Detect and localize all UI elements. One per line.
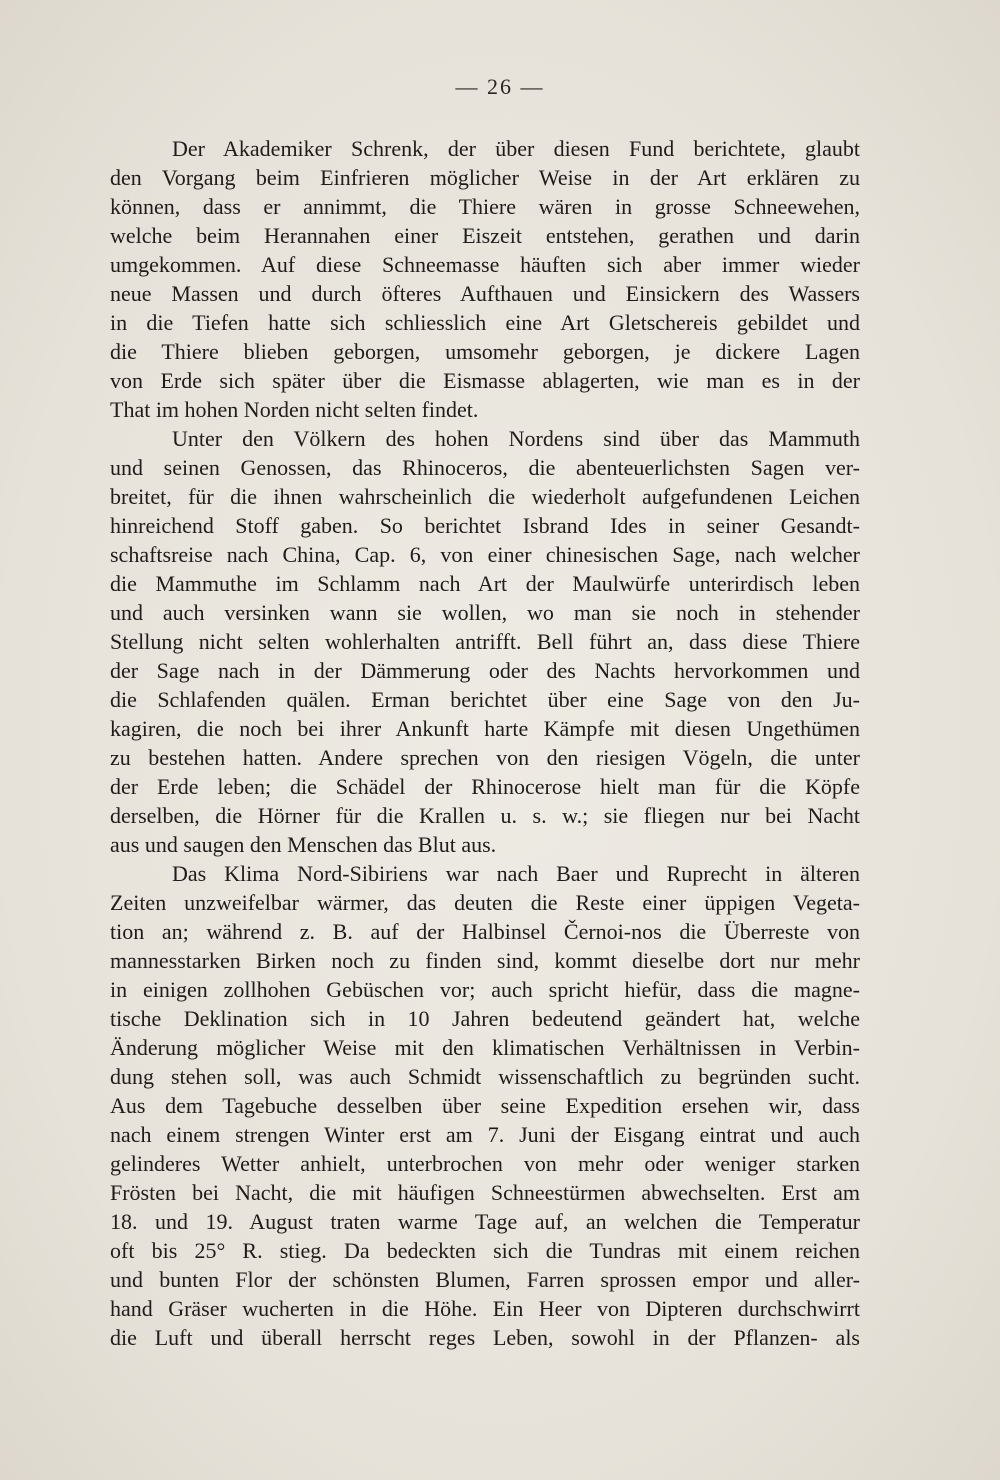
text-line: Unter den Völkern des hohen Nordens sind über das Mammuth	[172, 426, 860, 451]
text-line: welche beim Herannahen einer Eiszeit entstehen, gerathen und darin	[110, 223, 860, 248]
text-line: und bunten Flor der schönsten Blumen, Farren sprossen empor und aller-	[110, 1267, 860, 1292]
text-line: nach einem strengen Winter erst am 7. Juni der Eisgang eintrat und auch	[110, 1122, 860, 1147]
text-line: oft bis 25° R. stieg. Da bedeckten sich die Tundras mit einem reichen	[110, 1238, 860, 1263]
text-line: der Sage nach in der Dämmerung oder des Nachts hervorkommen und	[110, 658, 860, 683]
text-line: derselben, die Hörner für die Krallen u. s. w.; sie fliegen nur bei Nacht	[110, 803, 860, 828]
page-number: — 26 —	[455, 74, 545, 99]
text-line: schaftsreise nach China, Cap. 6, von einer chinesischen Sage, nach welcher	[110, 542, 860, 567]
text-line: die Luft und überall herrscht reges Leben, sowohl in der Pflanzen- als	[110, 1325, 860, 1350]
text-line: tion an; während z. B. auf der Halbinsel Černoi-nos die Überreste von	[110, 919, 860, 944]
text-line: hand Gräser wucherten in die Höhe. Ein Heer von Dipteren durchschwirrt	[110, 1296, 860, 1321]
text-line: und seinen Genossen, das Rhinoceros, die abenteuerlichsten Sagen ver-	[110, 455, 860, 480]
text-line: in die Tiefen hatte sich schliesslich eine Art Gletschereis gebildet und	[110, 310, 860, 335]
body-text	[110, 134, 860, 1352]
text-line: umgekommen. Auf diese Schneemasse häuften sich aber immer wieder	[110, 252, 860, 277]
text-line: in einigen zollhohen Gebüschen vor; auch spricht hiefür, dass die magne-	[110, 977, 860, 1002]
text-line: breitet, für die ihnen wahrscheinlich die wiederholt aufgefundenen Leichen	[110, 484, 860, 509]
text-line: aus und saugen den Menschen das Blut aus.	[110, 832, 497, 857]
text-line: von Erde sich später über die Eismasse ablagerten, wie man es in der	[110, 368, 860, 393]
text-line: Aus dem Tagebuche desselben über seine Expedition ersehen wir, dass	[110, 1093, 860, 1118]
text-line: neue Massen und durch öfteres Aufthauen und Einsickern des Wassers	[110, 281, 860, 306]
text-line: zu bestehen hatten. Andere sprechen von den riesigen Vögeln, die unter	[110, 745, 860, 770]
text-line: Stellung nicht selten wohlerhalten antrifft. Bell führt an, dass diese Thiere	[110, 629, 860, 654]
text-line: Frösten bei Nacht, die mit häufigen Schneestürmen abwechselten. Erst am	[110, 1180, 860, 1205]
text-line: die Mammuthe im Schlamm nach Art der Maulwürfe unterirdisch leben	[110, 571, 860, 596]
text-line: der Erde leben; die Schädel der Rhinocerose hielt man für die Köpfe	[110, 774, 860, 799]
text-line: hinreichend Stoff gaben. So berichtet Isbrand Ides in seiner Gesandt-	[110, 513, 860, 538]
text-line: die Thiere blieben geborgen, umsomehr geborgen, je dickere Lagen	[110, 339, 860, 364]
text-line: Der Akademiker Schrenk, der über diesen Fund berichtete, glaubt	[172, 136, 860, 161]
text-line: den Vorgang beim Einfrieren möglicher Weise in der Art erklären zu	[110, 165, 860, 190]
text-line: Das Klima Nord-Sibiriens war nach Baer und Ruprecht in älteren	[172, 861, 860, 886]
text-line: kagiren, die noch bei ihrer Ankunft harte Kämpfe mit diesen Ungethümen	[110, 716, 860, 741]
text-line: Zeiten unzweifelbar wärmer, das deuten die Reste einer üppigen Vegeta-	[110, 890, 860, 915]
text-line: die Schlafenden quälen. Erman berichtet über eine Sage von den Ju-	[110, 687, 860, 712]
text-line: dung stehen soll, was auch Schmidt wissenschaftlich zu begründen sucht.	[110, 1064, 860, 1089]
text-line: tische Deklination sich in 10 Jahren bedeutend geändert hat, welche	[110, 1006, 860, 1031]
text-line: können, dass er annimmt, die Thiere wären in grosse Schneewehen,	[110, 194, 860, 219]
text-line: und auch versinken wann sie wollen, wo man sie noch in stehender	[110, 600, 860, 625]
text-line: gelinderes Wetter anhielt, unterbrochen von mehr oder weniger starken	[110, 1151, 860, 1176]
text-line: 18. und 19. August traten warme Tage auf, an welchen die Temperatur	[110, 1209, 860, 1234]
text-line: mannesstarken Birken noch zu finden sind, kommt dieselbe dort nur mehr	[110, 948, 860, 973]
text-line: Änderung möglicher Weise mit den klimatischen Verhältnissen in Verbin-	[110, 1035, 860, 1060]
text-line: That im hohen Norden nicht selten findet.	[110, 397, 479, 422]
